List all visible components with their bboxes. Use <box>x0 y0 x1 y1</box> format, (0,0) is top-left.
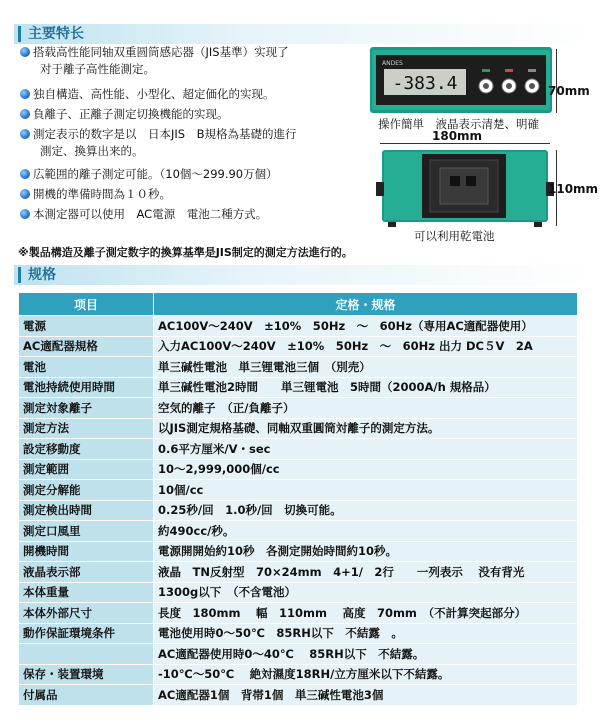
header-accent-bar <box>18 26 21 42</box>
jis-note: ※製品構造及離子測定数字的換算基準是JIS制定的測定方法進行的。 <box>18 246 353 259</box>
header-accent-bar <box>18 267 21 283</box>
table-row: 電池 単三碱性電池 単三锂電池三個 （別売） <box>19 357 578 378</box>
bullet-icon <box>20 169 30 179</box>
table-row: 電池持続使用時間 単三碱性電池2時間 単三锂電池 5時間（2000A/h 規格品） <box>19 377 578 398</box>
table-row: 測定分解能 10個/cc <box>19 480 578 501</box>
table-row: 本体外部尺寸 長度 180mm 幅 110mm 高度 70mm （不計算突起部分） <box>19 603 578 624</box>
bullet-icon <box>20 47 30 57</box>
spec-table-header <box>19 293 578 316</box>
table-row: 測定対象離子 空気的離子 （正/負離子） <box>19 398 578 419</box>
side-knob-left <box>376 182 384 196</box>
feature-item-6: 開機的準備時間為１０秒。 <box>20 186 171 203</box>
lcd-reading: -383.4 <box>392 73 458 94</box>
bullet-icon <box>20 209 30 219</box>
feature-item-4: 測定表示的数字是以 日本JIS B規格為基礎的進行 測定、換算出来的。 <box>20 126 296 160</box>
col-header-value: 定格・规格 <box>154 293 578 316</box>
table-row: AC適配器使用時0〜40℃ 85RH以下 不結露。 <box>19 644 578 665</box>
device-back-image <box>376 148 554 228</box>
dim-line-front <box>556 49 557 113</box>
table-row: 付属品 AC適配器1個 背帯1個 単三碱性電池3個 <box>19 685 578 706</box>
table-row: 本体重量 1300g以下 （不含電池） <box>19 582 578 603</box>
caption-front: 操作簡単 液晶表示清楚、明確 <box>378 117 539 131</box>
dim-front-height: 70mm <box>548 84 590 98</box>
bullet-icon <box>20 189 30 199</box>
dim-width: 180mm <box>432 129 483 143</box>
feature-item-7: 本測定器可以使用 AC電源 電池二種方式。 <box>20 206 267 223</box>
caption-back: 可以利用乾電池 <box>414 229 495 243</box>
spec-table <box>18 292 578 706</box>
dim-line-width <box>380 143 550 144</box>
spec-header <box>14 265 594 285</box>
brand-logo-text: ANDES <box>382 60 403 67</box>
table-row: 保存・装置環境 -10℃〜50℃ 絶対濕度18RH/立方厘米以下不結露。 <box>19 664 578 685</box>
table-row: 設定移動度 0.6平方厘米/V・sec <box>19 439 578 460</box>
bullet-icon <box>20 109 30 119</box>
table-row: 測定検出時間 0.25秒/回 1.0秒/回 切換可能。 <box>19 500 578 521</box>
bullet-icon <box>20 89 30 99</box>
feature-item-2: 独自構造、高性能、小型化、超定価化的实现。 <box>20 86 275 103</box>
table-row: 測定口風里 約490cc/秒。 <box>19 521 578 542</box>
table-row: 測定方法 以JIS測定規格基礎、同軸双重圓筒対離子的測定方法。 <box>19 418 578 439</box>
device-front-image <box>370 47 552 113</box>
table-row: 開機時間 電源開開始約10秒 各測定開始時間約10秒。 <box>19 541 578 562</box>
table-row: 電源 AC100V〜240V ±10% 50Hz 〜 60Hz（専用AC適配器使用） <box>19 316 578 337</box>
features-title: 主要特长 <box>28 26 84 42</box>
spec-title: 规格 <box>28 267 56 283</box>
table-row: 測定範囲 10〜2,999,000個/cc <box>19 459 578 480</box>
dim-back-height: 110mm <box>548 182 599 196</box>
feature-item-1: 搭载高性能同轴双重圆筒感応器（JIS基準）实现了 对于離子高性能測定。 <box>20 44 289 78</box>
features-header <box>14 24 594 44</box>
table-row: 動作保証環境条件 電池使用時0〜50℃ 85RH以下 不結露 。 <box>19 623 578 644</box>
bullet-icon <box>20 129 30 139</box>
table-row: AC適配器規格 入力AC100V〜240V ±10% 50Hz 〜 60Hz 出力 DC５V 2A <box>19 336 578 357</box>
feature-item-3: 負離子、正離子測定切換機能的实现。 <box>20 106 229 123</box>
table-row: 液晶表示部 液晶 TN反射型 70×24mm 4+1/ 2行 一列表示 没有背光 <box>19 562 578 583</box>
feature-item-5: 広範囲的離子測定可能。（10個〜299.90万個） <box>20 166 278 183</box>
col-header-item: 项目 <box>19 293 154 316</box>
